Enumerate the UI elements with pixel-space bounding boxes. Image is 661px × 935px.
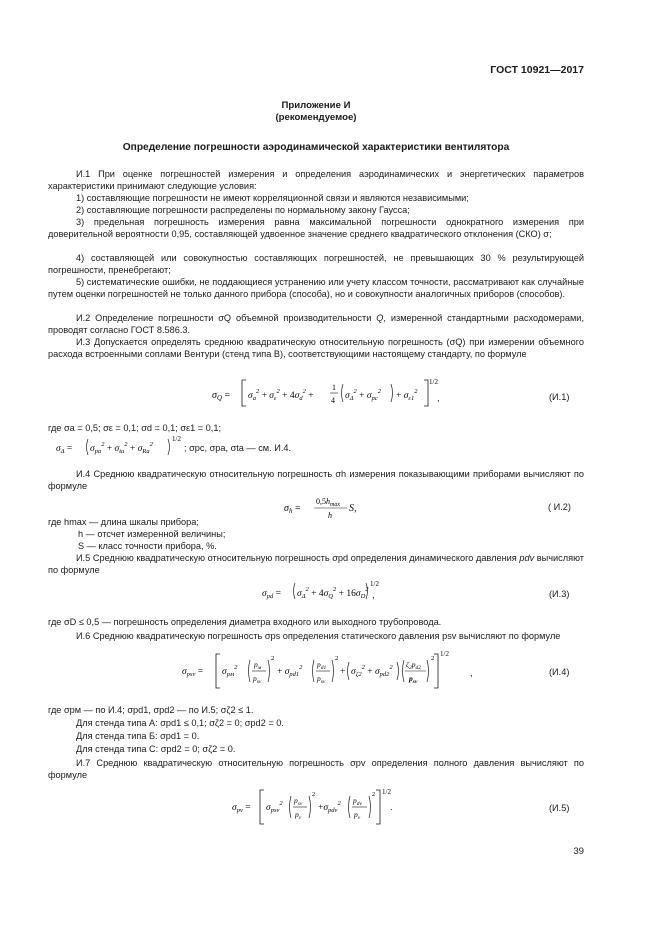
svg-text:pv: $p_v$ — [295, 810, 302, 821]
svg-text:1/2: 1/2 — [429, 378, 438, 386]
svg-text:pv: $p_v$ — [354, 810, 361, 821]
document-code: ГОСТ 10921—2017 — [490, 64, 584, 76]
appendix-subtitle: (рекомендуемое) — [275, 112, 357, 123]
appendix-title: Приложение И — [281, 100, 351, 111]
paragraph-i4: И.4 Среднюю квадратическую относительную погрешность σh измерения показывающими приборами вычисляют по формуле — [48, 469, 584, 491]
i2-text-a: И.2 Определение погрешности — [76, 313, 219, 323]
svg-text:1: 1 — [332, 383, 336, 392]
svg-text:σΔ2 + σpc2: $\sigma_\Delta^2 + \sigma_{pc}^2$ — [345, 388, 381, 402]
pdv-symbol: pdv — [519, 553, 535, 563]
svg-text:σζ22 + σpd22: $\sigma_{\zeta 2}^2 + \sigma_{pd2}^2$ — [351, 664, 393, 678]
svg-text:4: 4 — [331, 396, 335, 405]
svg-text:psv: $p_{sv}$ — [294, 796, 303, 807]
svg-text:σh =: $\sigma_h$ = — [284, 503, 301, 515]
svg-text:σpd =: $\sigma_{pd}$ = — [262, 589, 281, 600]
condition-5: 5) систематические ошибки, не поддающиеся устранению или учету классом точности, рассматривают как случайные путем оценки погрешностей не только данного прибора (способа), но и совокупности аналогичных приборов (способов). — [48, 277, 584, 299]
formula-i4-comma: , — [470, 668, 473, 679]
standard-reference: ГОСТ 8.586.3 — [130, 325, 188, 335]
svg-text:σa2 + σε2 + 4σd2 +: $\sigma_a^2 + \sigma_\varepsilon^2 + 4\sigma_d^2$ + — [248, 388, 314, 402]
svg-text:ζ2pd2: $\zeta_2p_{d2}$ — [406, 660, 422, 671]
svg-text:psv: $p_{sv}$ — [409, 674, 418, 685]
svg-text:pdv: $p_{dv}$ — [353, 796, 362, 807]
svg-text:+σpdv2: $+\sigma_{pdv}^2$ — [318, 800, 341, 814]
svg-text:σpa2 + σta2 + σRa2: $\sigma_{pa}^2 + \sigma_{ta}^2 + \sigma_{Ra}^2$ — [90, 441, 153, 455]
equation-number-i4: (И.4) — [549, 667, 570, 677]
paragraph-i7: И.7 Среднюю квадратическую относительную погрешность σpv определения полного давления вычисляют по формуле — [48, 758, 584, 780]
svg-text:σpsv =: $\sigma_{psv}$ = — [182, 667, 204, 678]
formula-i1-comma: , — [437, 393, 440, 404]
svg-text:2: 2 — [312, 791, 316, 798]
paragraph-i3: И.3 Допускается определять среднюю квадратическую относительную погрешность (σQ) при измерении объемного расхода встроенными соплами Вентури (стенд типа В), соответствующими настоящему стандарту, по формуле — [48, 337, 584, 359]
svg-text:2: 2 — [271, 655, 275, 662]
formula-i4-exponent: 1/2 — [440, 650, 449, 658]
i5-text-b: определения динамического давления — [348, 553, 520, 563]
paragraph-i1: И.1 При оценке погрешностей измерения и определения аэродинамических и энергетических параметров характеристики принимают следующие условия: — [48, 169, 584, 191]
sigma-q-symbol: σQ — [218, 313, 232, 323]
condition-1: 1) составляющие погрешности не имеют корреляционной связи и являются независимыми; — [76, 193, 469, 203]
formula-i3 — [262, 578, 382, 604]
formula-sigma-delta — [56, 434, 184, 460]
definition-h: h — отсчет измеренной величины; — [78, 529, 226, 539]
sigma-pd-symbol: σpd — [332, 553, 349, 563]
svg-text:2: 2 — [372, 791, 376, 798]
i2-text-d: . — [187, 325, 191, 335]
i5-text-a: И.5 Среднюю квадратическую относительную погрешность — [76, 553, 333, 563]
svg-text:h: h — [328, 511, 332, 520]
svg-text:2: 2 — [431, 655, 435, 662]
svg-text:psv: $p_{sv}$ — [317, 674, 326, 685]
paragraph-i6: И.6 Среднюю квадратическую погрешность σps определения статического давления psv вычисляют по формуле — [76, 631, 561, 641]
svg-text:σΔ2 + 4σQ2 + 16σD2: $\sigma_\Delta^2 + 4\sigma_Q^2 + 16\sigma_D^2$ — [297, 586, 369, 600]
formula-i1 — [212, 376, 442, 410]
where-i6: где σpм — по И.4; σpd1, σpd2 — по И.5; σζ2 ≤ 1. — [48, 705, 254, 715]
equation-number-i3: (И.3) — [549, 589, 570, 599]
svg-text:pм: $p_м$ — [254, 660, 262, 671]
svg-text:1/2: 1/2 — [382, 788, 391, 796]
svg-text:σpv =: $\sigma_{pv}$ = — [232, 803, 251, 814]
formula-i5 — [232, 786, 392, 828]
condition-4: 4) составляющей или совокупностью составляющих погрешностей, не превышающих 30 % результирующей погрешности, пренебрегают; — [48, 253, 584, 275]
svg-text:1/2: 1/2 — [370, 580, 379, 588]
equation-number-i2: ( И.2) — [548, 502, 571, 512]
where-i5: где σD ≤ 0,5 — погрешность определения диаметра входного или выходного трубопровода. — [48, 617, 442, 627]
paragraph-i2 — [48, 312, 584, 336]
equation-number-i5: (И.5) — [549, 803, 570, 813]
svg-text:σpsv2: $\sigma_{psv}^2$ — [266, 800, 283, 814]
formula-i5-comma: . — [390, 802, 393, 813]
stand-type-b: Для стенда типа Б: σpd1 = 0. — [76, 731, 200, 741]
definition-hmax: где hmax — длина шкалы прибора; — [48, 517, 199, 527]
svg-text:S,: S, — [349, 503, 357, 514]
svg-text:σQ =: $\sigma_Q$ = — [212, 390, 231, 402]
svg-text:σpм2: $\sigma_{pм}^2$ — [222, 664, 238, 678]
svg-text:2: 2 — [335, 655, 339, 662]
svg-text:psv: $p_{sv}$ — [253, 674, 262, 685]
i2-text-b: объемной производительности — [231, 313, 377, 323]
svg-text:+: + — [340, 667, 346, 677]
svg-text:σΔ =: $\sigma_\Delta$ = — [56, 444, 73, 455]
svg-text:0,5hmax: $0,5h_{max}$ — [316, 497, 340, 508]
svg-text:1/2: 1/2 — [172, 435, 181, 443]
section-title: Определение погрешности аэродинамической характеристики вентилятора — [122, 142, 510, 153]
where-i1: где σa = 0,5; σε = 0,1; σd = 0,1; σε1 = 0,1; — [48, 423, 222, 433]
definition-s: S — класс точности прибора, %. — [78, 541, 217, 551]
formula-i3-comma: , — [372, 590, 375, 601]
condition-2: 2) составляющие погрешности распределены по нормальному закону Гаусса; — [76, 205, 410, 215]
paragraph-i5 — [48, 552, 584, 576]
svg-text:pd1: $p_{d1}$ — [317, 660, 327, 671]
i5-text-c: вычисляют по формуле — [48, 553, 584, 575]
flow-symbol: Q — [376, 313, 384, 323]
stand-type-c: Для стенда типа С: σpd2 = 0; σζ2 = 0. — [76, 744, 236, 754]
formula-i4 — [182, 650, 442, 692]
svg-text:+ σpd12: + $\sigma_{pd1}^2$ — [277, 664, 303, 678]
stand-type-a: Для стенда типа А: σpd1 ≤ 0,1; σζ2 = 0; σpd2 = 0. — [76, 718, 284, 728]
svg-text:+ σε12: + $\sigma_{\varepsilon 1}^2$ — [396, 388, 418, 402]
page-number: 39 — [573, 846, 584, 857]
where-i1-continued: ; σpc, σpa, σta — см. И.4. — [184, 443, 292, 453]
equation-number-i1: (И.1) — [549, 392, 570, 402]
condition-3: 3) предельная погрешность измерения равна максимальной погрешности однократного измерения при доверительной вероятности 0,95, составляющей удвоенное значение среднего квадратического отклонения (СКО) σ; — [48, 217, 584, 239]
i2-text-c: , измеренной стандартными расходомерами, проводят согласно — [48, 313, 584, 335]
